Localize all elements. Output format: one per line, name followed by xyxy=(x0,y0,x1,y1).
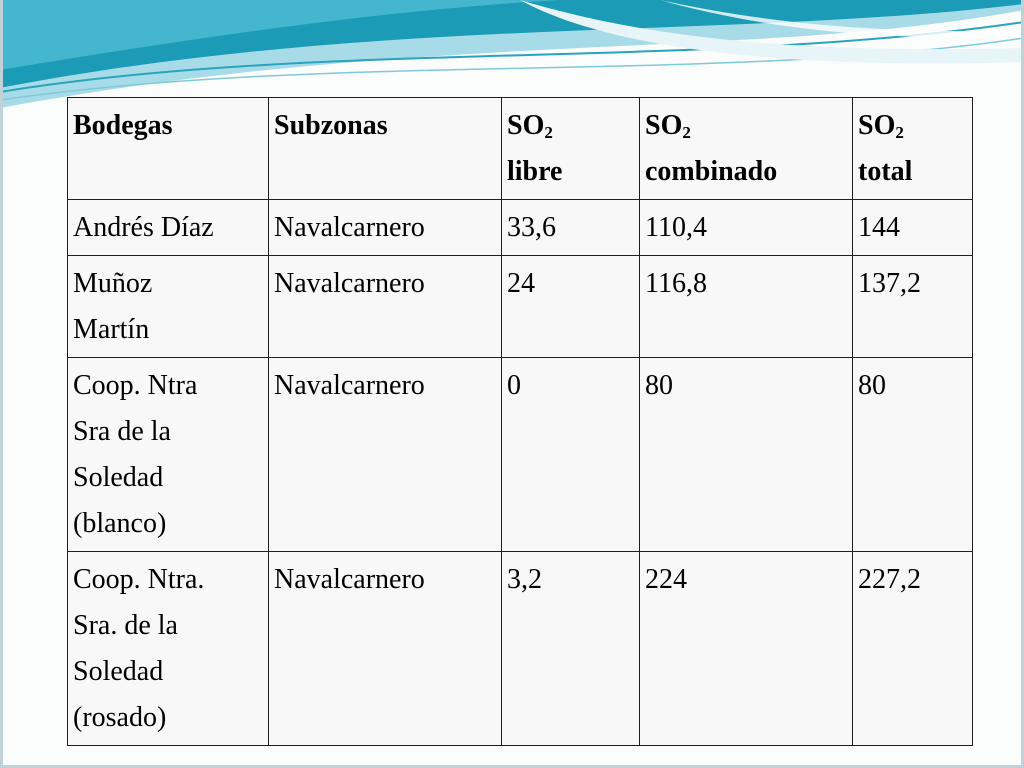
so2-label: SO xyxy=(858,110,896,141)
table-row xyxy=(68,552,973,746)
table-row xyxy=(68,200,973,256)
cell-bodega xyxy=(68,358,269,552)
header-combinado-label: combinado xyxy=(645,156,778,187)
cell-bodega: Andrés Díaz xyxy=(68,200,269,256)
so2-subscript: 2 xyxy=(682,123,691,142)
cell-subzona: Navalcarnero xyxy=(269,358,502,552)
header-subzonas: Subzonas xyxy=(269,98,502,200)
so2-subscript: 2 xyxy=(895,123,904,142)
so2-label: SO xyxy=(507,110,545,141)
so2-subscript: 2 xyxy=(544,123,553,142)
table-header-row xyxy=(68,98,973,200)
bodega-line: (blanco) xyxy=(73,508,167,539)
bodega-line: Martín xyxy=(73,314,150,345)
cell-so2-total: 144 xyxy=(853,200,973,256)
bodega-line: Coop. Ntra xyxy=(73,370,198,401)
cell-so2-combinado: 110,4 xyxy=(640,200,853,256)
header-so2-combinado xyxy=(640,98,853,200)
cell-so2-combinado: 80 xyxy=(640,358,853,552)
cell-so2-total: 137,2 xyxy=(853,256,973,358)
bodega-line: Muñoz xyxy=(73,268,153,299)
cell-so2-libre: 0 xyxy=(502,358,640,552)
so2-label: SO xyxy=(645,110,683,141)
cell-subzona: Navalcarnero xyxy=(269,256,502,358)
bodega-line: Sra. de la xyxy=(73,610,178,641)
cell-subzona: Navalcarnero xyxy=(269,200,502,256)
bodega-line: (rosado) xyxy=(73,702,167,733)
bodega-line: Sra de la xyxy=(73,416,171,447)
bodega-line: Soledad xyxy=(73,462,164,493)
bodega-line: Coop. Ntra. xyxy=(73,564,205,595)
cell-bodega xyxy=(68,552,269,746)
table-row xyxy=(68,358,973,552)
table-row xyxy=(68,256,973,358)
cell-so2-combinado: 116,8 xyxy=(640,256,853,358)
cell-so2-total: 227,2 xyxy=(853,552,973,746)
cell-bodega xyxy=(68,256,269,358)
cell-subzona: Navalcarnero xyxy=(269,552,502,746)
cell-so2-libre: 24 xyxy=(502,256,640,358)
cell-so2-total: 80 xyxy=(853,358,973,552)
cell-so2-libre: 3,2 xyxy=(502,552,640,746)
header-bodegas: Bodegas xyxy=(68,98,269,200)
cell-so2-combinado: 224 xyxy=(640,552,853,746)
header-so2-libre xyxy=(502,98,640,200)
so2-data-table xyxy=(67,97,973,746)
header-so2-total xyxy=(853,98,973,200)
bodega-line: Soledad xyxy=(73,656,164,687)
header-total-label: total xyxy=(858,156,913,187)
header-libre-label: libre xyxy=(507,156,563,187)
cell-so2-libre: 33,6 xyxy=(502,200,640,256)
